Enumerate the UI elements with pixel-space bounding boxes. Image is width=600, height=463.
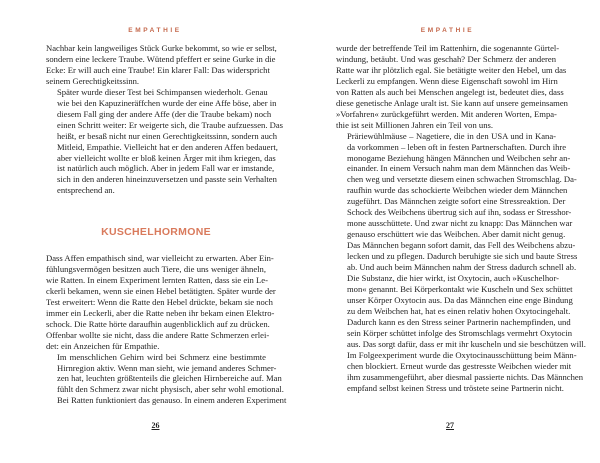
text-line: Test erweitert: Wenn die Ratte den Hebel drückte, bekam sie noch — [46, 296, 273, 307]
text-line: Im menschlichen Gehirn wird bei Schmerz eine bestimmte — [57, 351, 266, 362]
text-line: aus. Das sorgt dafür, dass er mit ihr kuscheln und sie beschützen will. — [347, 338, 586, 349]
text-line: »Vorfahren« zurückgeführt werden. Mit anderen Worten, Empa- — [336, 108, 557, 119]
text-line: Nachbar kein langweiliges Stück Gurke bekommt, so wie er selbst, — [46, 43, 277, 53]
text-line: seinem Gerechtigkeitssinn. — [46, 75, 140, 86]
paragraph — [46, 86, 283, 197]
page-number-right: 27 — [446, 421, 454, 430]
text-line: Später wurde dieser Test bei Schimpansen wiederholt. Genau — [57, 86, 268, 97]
text-line: ab. Und auch beim Männchen nahm der Stress dadurch schnell ab. — [347, 262, 577, 273]
text-line: unser Körper Oxytocin aus. Da das Männchen eine enge Bindung — [347, 294, 573, 305]
text-line: einander. In einem Versuch nahm man dem Männchen das Weib- — [347, 163, 571, 174]
running-head-right: EMPATHIE — [420, 27, 475, 34]
text-line: ihm zusammengeführt, aber diesmal passierte nichts. Das Männchen — [347, 371, 584, 382]
text-line: ckerli bekamen, wenn sie einen Hebel betätigten. Später wurde der — [46, 285, 276, 296]
text-line: sondern eine leckere Traube. Wütend pfeffert er seine Gurke in die — [46, 53, 276, 64]
text-line: chen blockiert. Erneut wurde das gestresste Weibchen wieder mit — [347, 360, 572, 371]
left-text-block-1 — [46, 43, 283, 196]
paragraph — [46, 43, 277, 87]
text-line: Das Männchen begann sofort damit, das Fell des Weibchens abzu- — [347, 240, 576, 251]
text-line: Hirnregion aktiv. Wenn man sieht, wie jemand anderes Schmer- — [57, 362, 277, 373]
text-line: sich in den anderen hineinzuversetzen und passte sein Verhalten — [57, 174, 277, 185]
text-line: empfand selbst keinen Stress und tröstete seine Partnerin nicht. — [347, 382, 564, 393]
text-line: Dadurch kann es den Stress seiner Partnerin nachempfinden, und — [347, 316, 571, 327]
text-line: Ratte war ihr plötzlich egal. Sie betätigte weiter den Hebel, um das — [336, 64, 567, 75]
text-line: raufhin wurde das schockierte Weibchen wieder dem Männchen — [347, 185, 568, 196]
text-line: chen weg und versetzte diesem einen schwachen Stromschlag. Da- — [347, 174, 577, 185]
paragraph — [336, 130, 578, 273]
text-line: mone ausschüttete. Und zwar nicht zu knapp: Das Männchen war — [347, 218, 573, 229]
text-line: Offenbar wollte sie nicht, dass die andere Ratte Schmerzen erlei- — [46, 329, 270, 340]
text-line: windung, betäubt. Und was geschah? Der Schmerz der anderen — [336, 53, 556, 64]
text-line: Schock des Weibchens übertrug sich auf ihn, sodass er Stresshor- — [347, 207, 572, 218]
text-line: von Ratten als auch bei Menschen angelegt ist, bedeutet dies, dass — [336, 86, 564, 97]
text-line: det: ein Anzeichen für Empathie. — [46, 340, 160, 351]
text-line: entsprechend an. — [57, 185, 115, 196]
text-line: einen Schritt weiter: Er weigerte sich, die Traube aufzuessen. Das — [57, 119, 283, 130]
text-line: Ecke: Er will auch eine Traube! Ein klarer Fall: Das widerspricht — [46, 64, 270, 75]
right-text-block — [336, 43, 586, 394]
text-line: wie Ratten. In einem Experiment lernten Ratten, dass sie ein Le- — [46, 274, 268, 285]
right-page — [300, 0, 600, 463]
paragraph — [46, 253, 276, 352]
paragraph — [46, 351, 287, 407]
text-line: diese genetische Anlage uralt ist. Sie kann auf unsere gemeinsamen — [336, 97, 568, 108]
text-line: heißt, er besaß nicht nur einen Gerechtigkeitssinn, sondern auch — [57, 130, 278, 141]
text-line: aber vielleicht wollte er bloß keinen Ärger mit ihm kriegen, das — [57, 152, 276, 163]
text-line: Präriewühlmäuse – Nagetiere, die in den USA und in Kana- — [347, 130, 556, 141]
text-line: Im Folgeexperiment wurde die Oxytocinausschüttung beim Männ- — [347, 349, 577, 360]
text-line: lecken und zu pflegen. Dadurch beruhigte sie sich und baute Stress — [347, 251, 578, 262]
running-head-left: EMPATHIE — [128, 27, 182, 34]
text-line: immer ein Leckerli, aber die Ratte neben ihr bekam einen Elektro- — [46, 307, 275, 318]
text-line: diesem Fall ging der andere Affe (der die Traube bekam) noch — [57, 108, 272, 119]
text-line: zen hat, leuchten größtenteils die gleichen Hirnbereiche auf. Man — [57, 373, 282, 384]
text-line: fühlungsvermögen besitzen auch Tiere, die uns weniger ähneln, — [46, 263, 266, 274]
text-line: wurde der betreffende Teil im Rattenhirn, die sogenannte Gürtel- — [336, 43, 560, 53]
paragraph — [336, 273, 586, 393]
text-line: Dass Affen empathisch sind, war vielleicht zu erwarten. Aber Ein- — [46, 253, 274, 263]
text-line: sein Körper schüttet infolge des Stromschlags vermehrt Oxytocin — [347, 327, 573, 338]
text-line: thie ist seit Millionen Jahren ein Teil von uns. — [336, 119, 494, 130]
paragraph — [336, 43, 568, 131]
text-line: wie bei den Kapuzineräffchen wurde der eine Affe böse, aber in — [57, 97, 277, 108]
text-line: mon« genannt. Bei Körperkontakt wie Kuscheln und Sex schüttet — [347, 283, 573, 294]
text-line: da vorkommen – leben oft in festen Partnerschaften. Durch ihre — [347, 141, 567, 152]
text-line: zu dem Weibchen hat, hat es einen relativ hohen Oxytocingehalt. — [347, 305, 571, 316]
page-number-left: 26 — [151, 421, 160, 430]
text-line: Leckerli zu empfangen. Wenn diese Eigenschaft sowohl im Hirn — [336, 75, 558, 86]
text-line: ist natürlich auch möglich. Aber in jedem Fall war er imstande, — [57, 163, 275, 174]
left-text-block-2 — [46, 253, 287, 406]
text-line: fühlt den Schmerz zwar nicht physisch, aber sehr wohl emotional. — [57, 384, 284, 395]
text-line: genauso erschüttert wie das Weibchen. Aber damit nicht genug. — [347, 229, 566, 240]
text-line: Die Substanz, die hier wirkt, ist Oxytocin, auch »Kuschelhor- — [347, 273, 559, 284]
text-line: Mitleid, Empathie. Vielleicht hat er den anderen Affen bedauert, — [57, 141, 278, 152]
text-line: schock. Die Ratte hörte daraufhin augenblicklich auf zu drücken. — [46, 318, 270, 329]
text-line: monogame Beziehung hängen Männchen und Weibchen sehr an- — [347, 152, 571, 163]
section-heading: KUSCHELHORMONE — [101, 226, 211, 238]
text-line: zugeführt. Das Männchen zeigte sofort eine Stressreaktion. Der — [347, 196, 566, 207]
text-line: Bei Ratten funktioniert das genauso. In einem anderen Experiment — [57, 395, 287, 406]
